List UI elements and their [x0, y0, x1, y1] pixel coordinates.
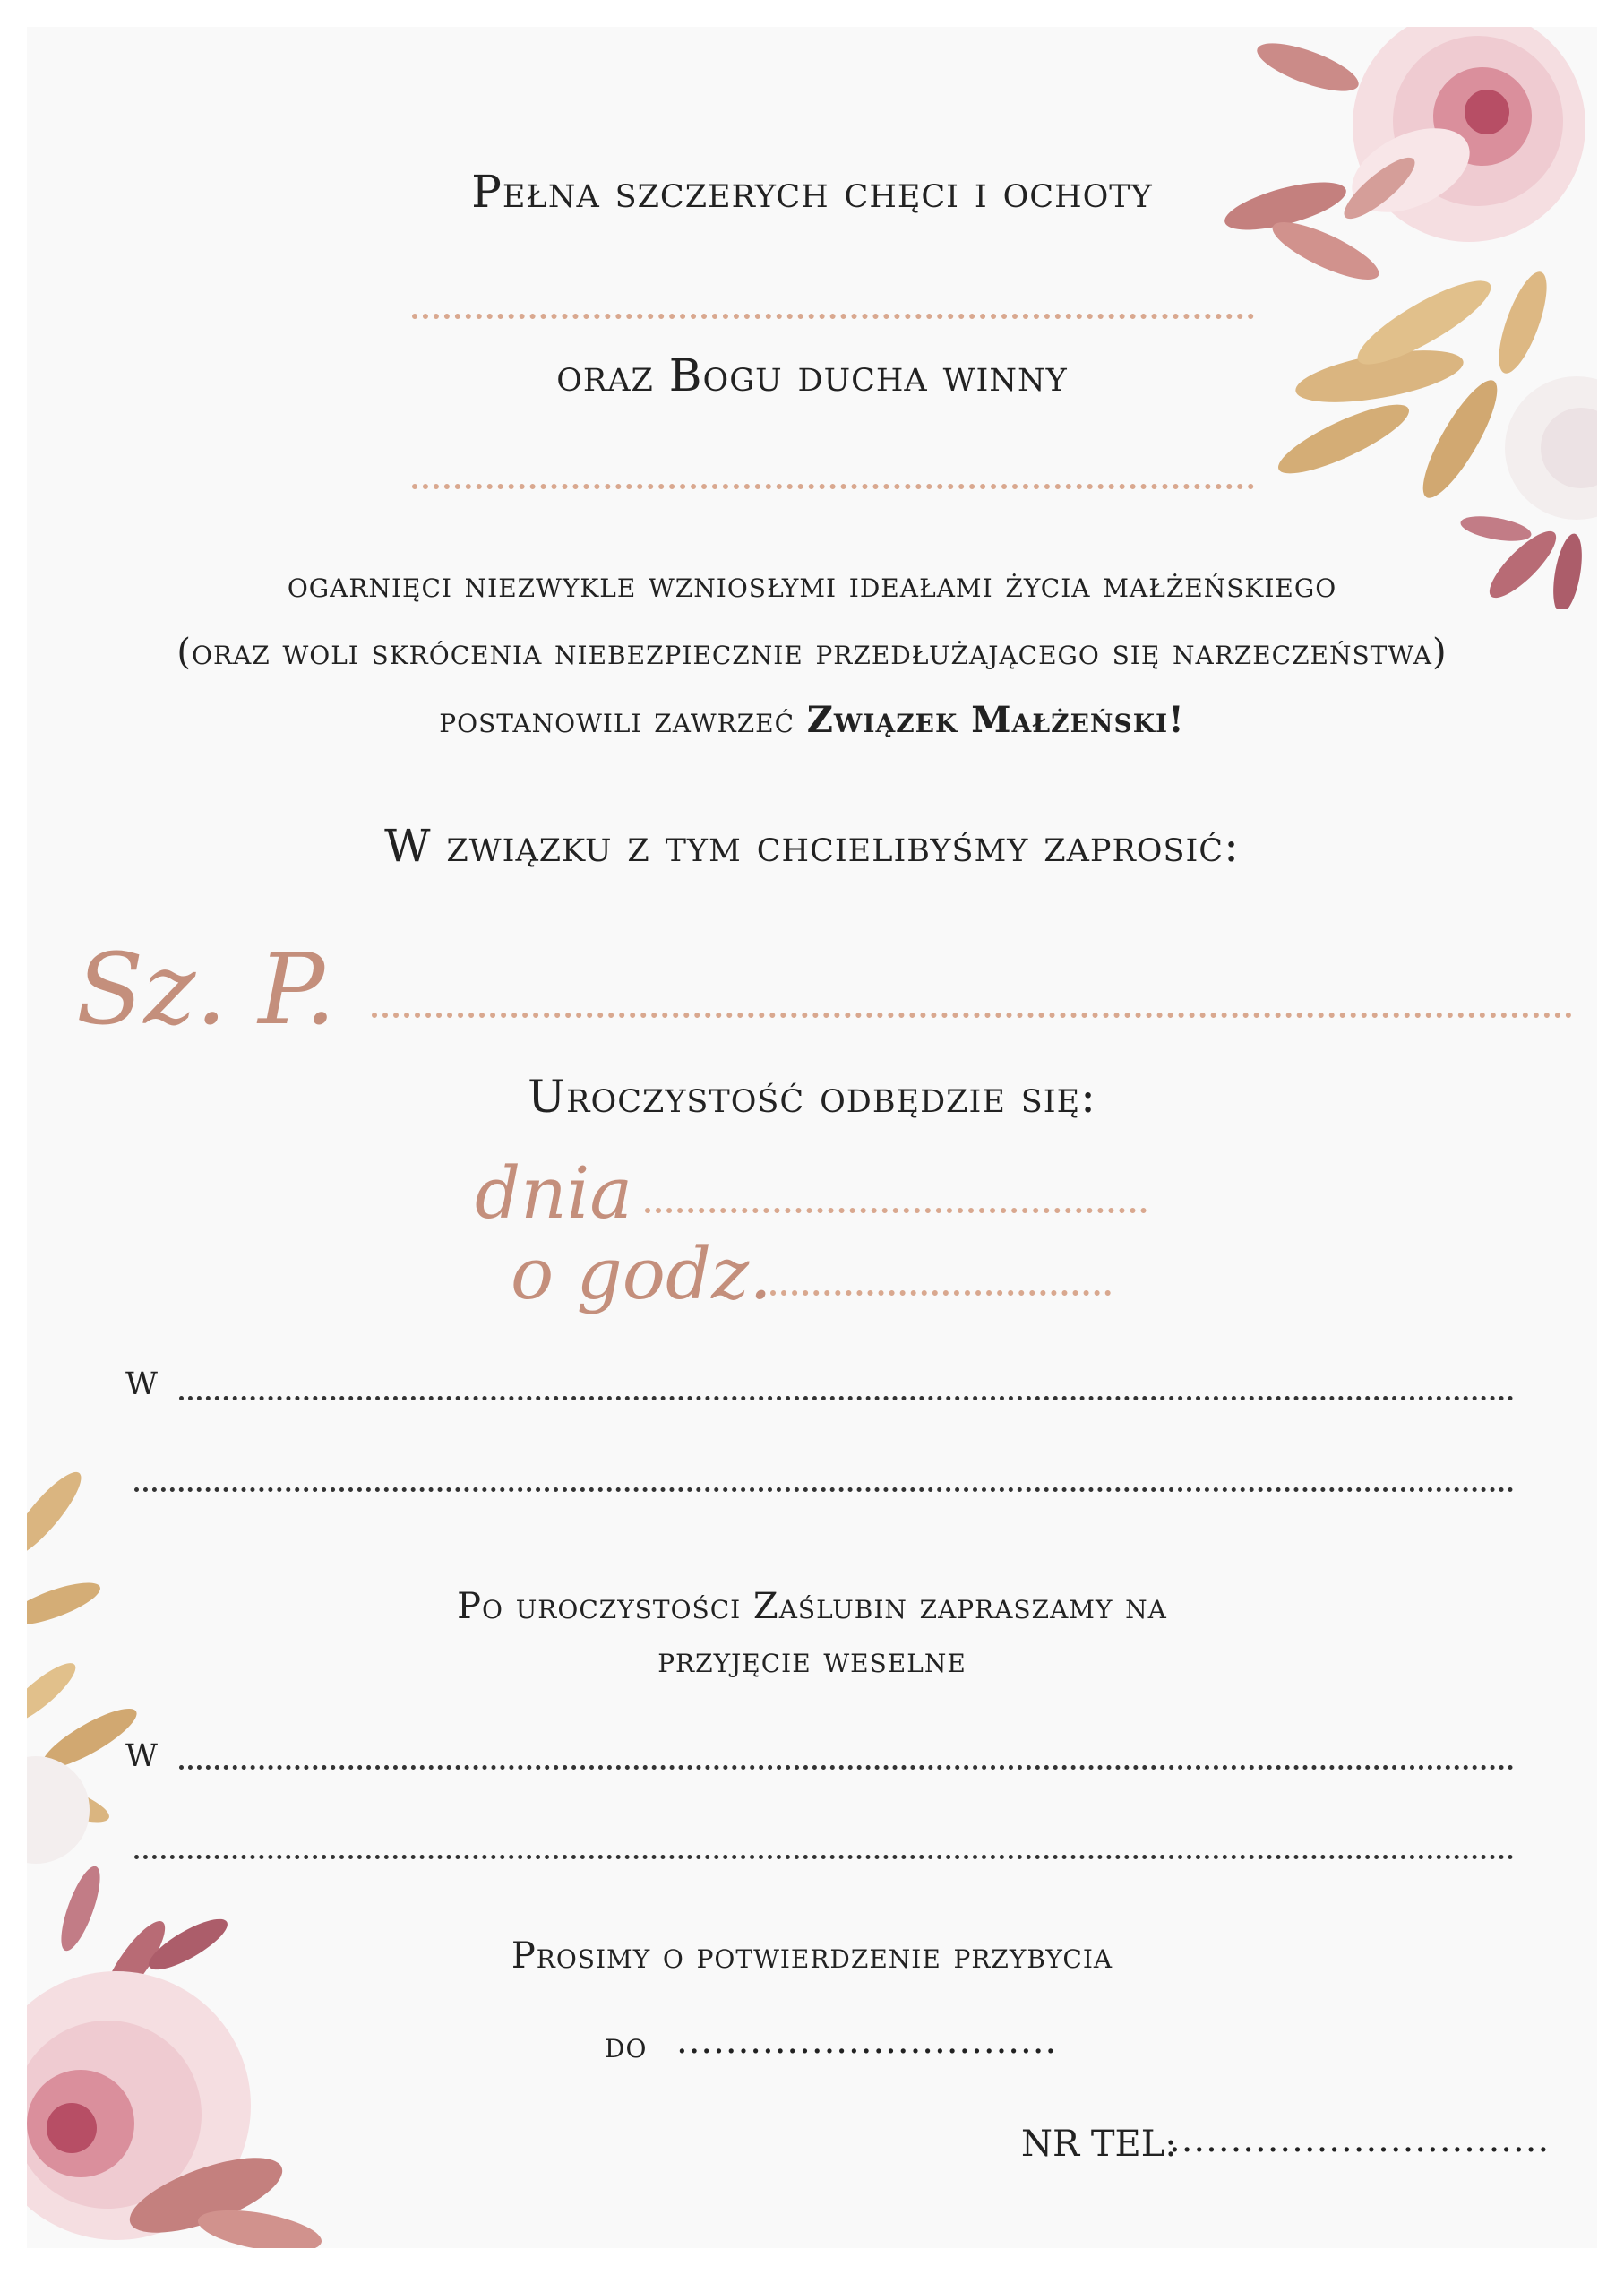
invite-heading: W związku z tym chcielibyśmy zaprosić: [384, 820, 1240, 872]
rsvp-until-field: ............................... [676, 2021, 1058, 2062]
paragraph-line-2: (oraz woli skrócenia niebezpiecznie przedłużającego się narzeczeństwa) [176, 632, 1448, 673]
intro-line-2: oraz Bogu ducha winny [556, 349, 1068, 401]
guest-label: Sz. P. [76, 932, 336, 1047]
dotted-divider [412, 314, 1254, 319]
reception-place-field-2 [134, 1855, 1514, 1859]
time-label: o godz. [511, 1232, 772, 1315]
rsvp-until-label: do [605, 2025, 648, 2066]
paragraph-line-3-bold: Związek Małżeński! [806, 699, 1185, 741]
ceremony-place-label: w [125, 1353, 159, 1405]
dotted-divider [412, 484, 1254, 489]
reception-line-1: Po uroczystości Zaślubin zapraszamy na [457, 1586, 1167, 1627]
reception-place-field [179, 1765, 1514, 1770]
time-field [770, 1290, 1111, 1296]
reception-line-2: przyjęcie weselne [657, 1640, 967, 1681]
invitation-card [27, 27, 1597, 2248]
phone-label: NR TEL: [1021, 2124, 1177, 2165]
paragraph-line-3 [27, 699, 1597, 741]
guest-name-field [372, 1013, 1572, 1018]
ceremony-place-field-2 [134, 1487, 1514, 1492]
intro-line-1: Pełna szczerych chęci i ochoty [471, 166, 1153, 218]
floral-decoration-top-right [1200, 27, 1597, 609]
rsvp-heading: Prosimy o potwierdzenie przybycia [511, 1935, 1113, 1977]
date-field [645, 1208, 1147, 1213]
ceremony-place-field [179, 1396, 1514, 1400]
paragraph-line-3-prefix: postanowili zawrzeć [439, 700, 807, 741]
ceremony-heading: Uroczystość odbędzie się: [528, 1071, 1096, 1123]
reception-place-label: w [125, 1725, 159, 1777]
paragraph-line-1: ogarnięci niezwykle wzniosłymi ideałami życia małżeńskiego [287, 564, 1337, 606]
date-label: dnia [475, 1151, 633, 1235]
phone-field: ............................... [1169, 2119, 1551, 2160]
